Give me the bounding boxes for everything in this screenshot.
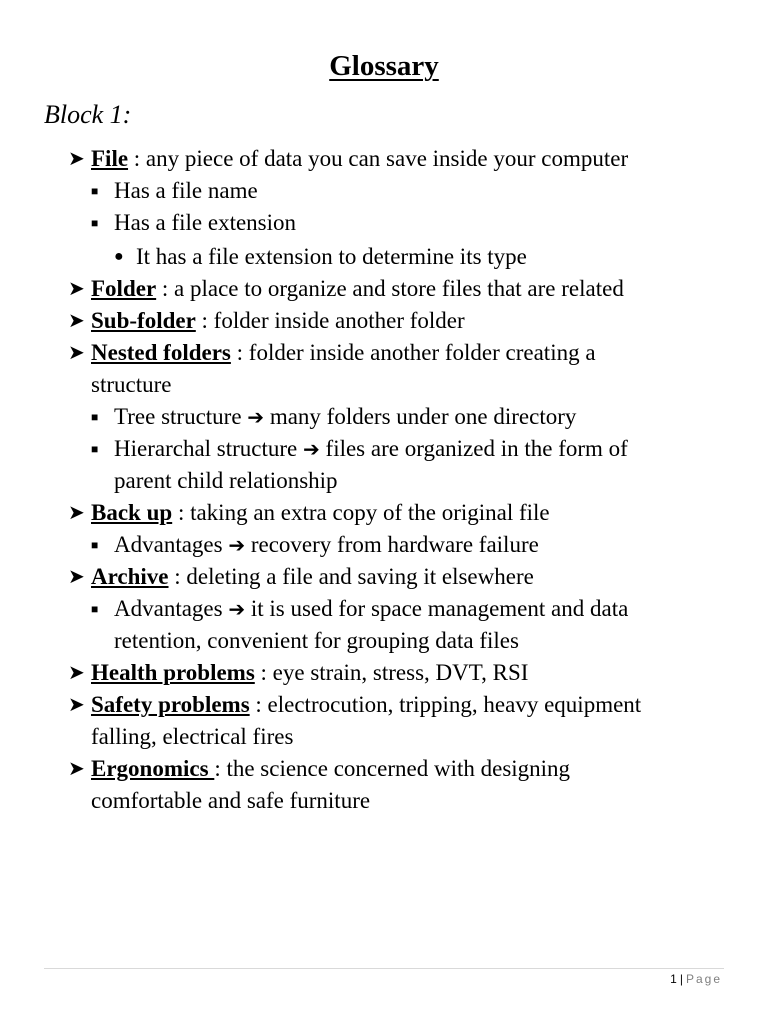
- glossary-entry-folder: [0, 273, 768, 305]
- sub-item: ■ Has a file extension: [0, 207, 768, 239]
- glossary-entry-health-problems: [0, 657, 768, 689]
- sub-item: ■ Hierarchal structure ➔ files are organized in the form of: [0, 433, 768, 465]
- arrowhead-bullet-icon: ➤: [68, 758, 85, 780]
- arrowhead-bullet-icon: ➤: [68, 502, 85, 524]
- arrowhead-bullet-icon: ➤: [68, 566, 85, 588]
- right-arrow-icon: ➔: [247, 405, 265, 429]
- sub-item: ■ Advantages ➔ recovery from hardware failure: [0, 529, 768, 561]
- square-bullet-icon: ■: [91, 184, 99, 198]
- arrowhead-bullet-icon: ➤: [68, 694, 85, 716]
- definition: : taking an extra copy of the original file: [172, 500, 550, 525]
- definition-continuation: structure: [91, 372, 172, 397]
- term: Folder: [91, 276, 157, 301]
- definition-continuation: comfortable and safe furniture: [91, 788, 371, 813]
- sub-item-continuation: retention, convenient for grouping data files: [114, 628, 519, 653]
- footer-separator: |: [679, 972, 683, 986]
- arrowhead-bullet-icon: ➤: [68, 148, 85, 170]
- square-bullet-icon: ■: [91, 410, 99, 424]
- term: Archive: [91, 564, 169, 589]
- sub-item: ■ Tree structure ➔ many folders under one directory: [0, 401, 768, 433]
- term: Nested folders: [91, 340, 231, 365]
- arrowhead-bullet-icon: ➤: [68, 342, 85, 364]
- page-title: Glossary: [329, 50, 439, 82]
- term: Sub-folder: [91, 308, 196, 333]
- block-heading: Block 1:: [44, 100, 132, 129]
- sub-item-continuation: parent child relationship: [114, 468, 338, 493]
- sub-sub-item: ● It has a file extension to determine its type: [0, 241, 768, 273]
- definition: : folder inside another folder creating a: [230, 340, 596, 365]
- arrowhead-bullet-icon: ➤: [68, 310, 85, 332]
- glossary-entry-back-up: [0, 497, 768, 529]
- definition: : the science concerned with designing: [214, 756, 571, 781]
- glossary-entry-safety-problems: [0, 689, 768, 721]
- page-number: 1: [670, 972, 677, 986]
- definition: : a place to organize and store files that are related: [156, 276, 624, 301]
- glossary-entry-sub-folder: [0, 305, 768, 337]
- dot-bullet-icon: ●: [114, 248, 124, 265]
- square-bullet-icon: ■: [91, 602, 99, 616]
- sub-item: ■ Advantages ➔ it is used for space management and data: [0, 593, 768, 625]
- arrowhead-bullet-icon: ➤: [68, 278, 85, 300]
- right-arrow-icon: ➔: [228, 533, 246, 557]
- glossary-entry-archive: [0, 561, 768, 593]
- sub-item: ■ Has a file name: [0, 175, 768, 207]
- term: File: [91, 146, 129, 171]
- square-bullet-icon: ■: [91, 442, 99, 456]
- term: Health problems: [91, 660, 255, 685]
- definition: : deleting a file and saving it elsewhere: [168, 564, 534, 589]
- term: Ergonomics: [91, 756, 215, 781]
- arrowhead-bullet-icon: ➤: [68, 662, 85, 684]
- right-arrow-icon: ➔: [228, 597, 246, 621]
- right-arrow-icon: ➔: [303, 437, 320, 461]
- definition: : eye strain, stress, DVT, RSI: [254, 660, 529, 685]
- glossary-list: [0, 143, 768, 817]
- page-label: Page: [685, 972, 722, 986]
- term: Back up: [91, 500, 173, 525]
- page-footer: [670, 972, 722, 986]
- definition: : electrocution, tripping, heavy equipment: [249, 692, 642, 717]
- glossary-entry-ergonomics: [0, 753, 768, 785]
- definition: : folder inside another folder: [195, 308, 465, 333]
- term: Safety problems: [91, 692, 250, 717]
- glossary-entry-file: [0, 143, 768, 175]
- definition: : any piece of data you can save inside your computer: [128, 146, 629, 171]
- glossary-entry-nested-folders: [0, 337, 768, 369]
- footer-divider: [44, 968, 724, 969]
- definition-continuation: falling, electrical fires: [91, 724, 294, 749]
- square-bullet-icon: ■: [91, 538, 99, 552]
- square-bullet-icon: ■: [91, 216, 99, 230]
